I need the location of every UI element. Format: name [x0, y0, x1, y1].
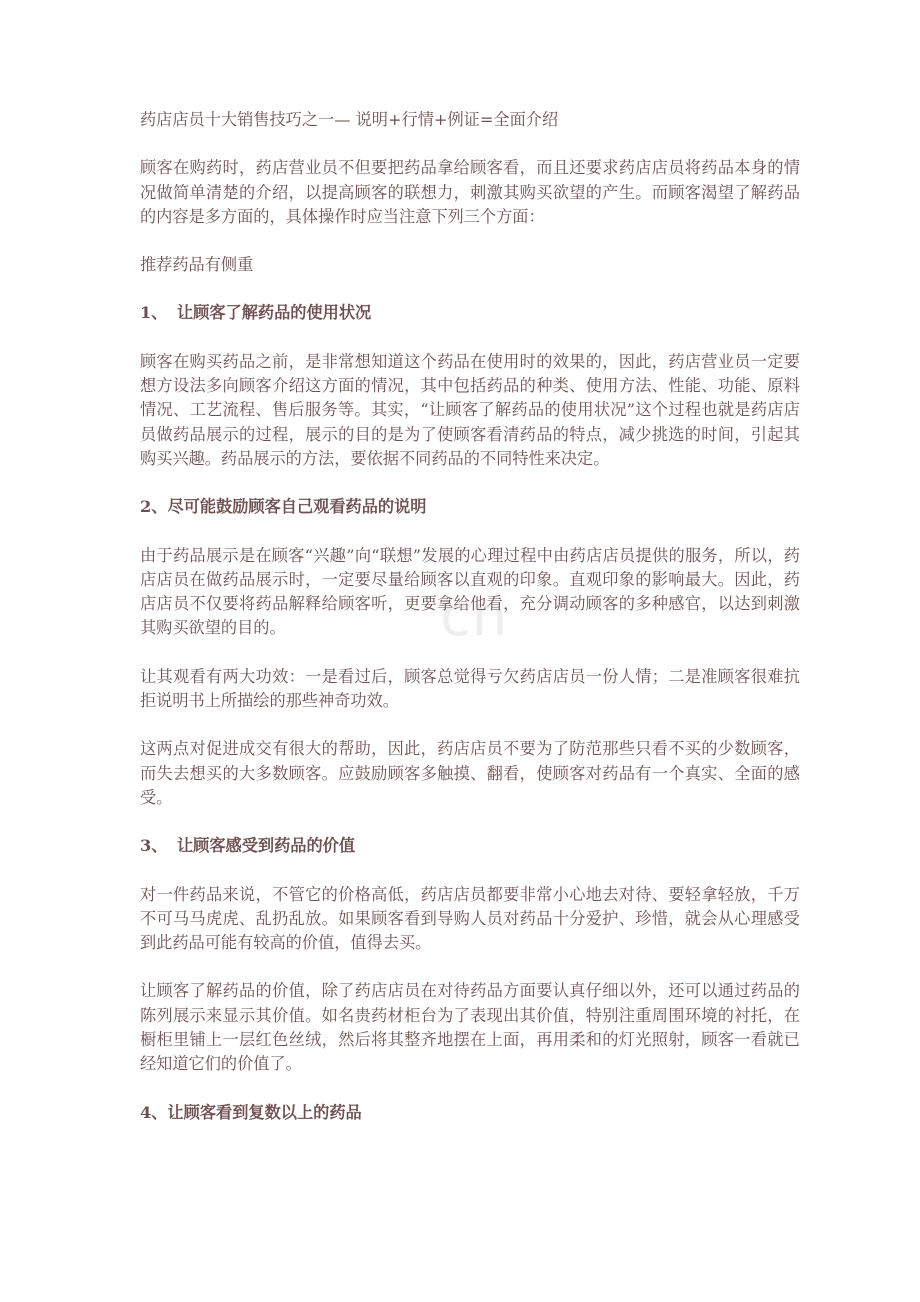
section-1-number: 1、	[140, 303, 168, 323]
section-1-heading	[140, 301, 800, 325]
subtitle: 推荐药品有侧重	[140, 255, 254, 275]
section-4-number: 4、	[140, 1102, 168, 1122]
section-2-title: 尽可能鼓励顾客自己观看药品的说明	[167, 497, 427, 517]
section-3-number: 3、	[140, 836, 168, 856]
section-3-heading	[140, 834, 800, 858]
section-2-paragraph-2: 让其观看有两大功效：一是看过后，顾客总觉得亏欠药店店员一份人情；二是准顾客很难抗拒说明书上所描绘的那些神奇功效。	[140, 666, 800, 711]
section-4-heading	[140, 1101, 800, 1125]
section-3-paragraph-2: 让顾客了解药品的价值，除了药店店员在对待药品方面要认真仔细以外，还可以通过药品的陈列展示来显示其价值。如名贵药材柜台为了表现出其价值，特别注重周围环境的衬托，在橱柜里铺上一层红色丝绒，然后将其整齐地摆在上面，再用柔和的灯光照射，顾客一看就已经知道它们的价值了。	[140, 981, 800, 1074]
section-4-title: 让顾客看到复数以上的药品	[167, 1102, 362, 1122]
watermark: cn	[440, 584, 509, 649]
document-title: 药店店员十大销售技巧之一— 说明+行情+例证=全面介绍	[140, 110, 559, 129]
section-2-heading	[140, 495, 800, 519]
section-1-paragraph-1: 顾客在购买药品之前，是非常想知道这个药品在使用时的效果的，因此，药店营业员一定要想方设法多向顾客介绍这方面的情况，其中包括药品的种类、使用方法、性能、功能、原料情况、工艺流程、售后服务等。其实，“让顾客了解药品的使用状况”这个过程也就是药店店员做药品展示的过程，展示的目的是为了使顾客看清药品的特点，减少挑选的时间，引起其购买兴趣。药品展示的方法，要依据不同药品的不同特性来决定。	[140, 351, 800, 468]
section-3-paragraph-1: 对一件药品来说，不管它的价格高低，药店店员都要非常小心地去对待、要轻拿轻放，千万不可马马虎虎、乱扔乱放。如果顾客看到导购人员对药品十分爱护、珍惜，就会从心理感受到此药品可能有较高的价值，值得去买。	[140, 884, 800, 953]
section-2-number: 2、	[140, 497, 168, 517]
document-body	[140, 108, 800, 1149]
section-1-title: 让顾客了解药品的使用状况	[177, 303, 372, 323]
section-2-paragraph-3: 这两点对促进成交有很大的帮助，因此，药店店员不要为了防范那些只看不买的少数顾客，而失去想买的大多数顾客。应鼓励顾客多触摸、翻看，使顾客对药品有一个真实、全面的感受。	[140, 739, 800, 807]
section-2-paragraph-1: 由于药品展示是在顾客“兴趣”向“联想”发展的心理过程中由药店店员提供的服务，所以，药店店员在做药品展示时，一定要尽量给顾客以直观的印象。直观印象的影响最大。因此，药店店员不仅要将药品解释给顾客听，更要拿给他看，充分调动顾客的多种感官，以达到刺激其购买欲望的目的。	[140, 545, 800, 638]
intro-paragraph: 顾客在购药时，药店营业员不但要把药品拿给顾客看，而且还要求药店店员将药品本身的情况做简单清楚的介绍，以提高顾客的联想力，刺激其购买欲望的产生。而顾客渴望了解药品的内容是多方面的，具体操作时应当注意下列三个方面：	[140, 158, 800, 226]
section-3-title: 让顾客感受到药品的价值	[177, 836, 356, 856]
